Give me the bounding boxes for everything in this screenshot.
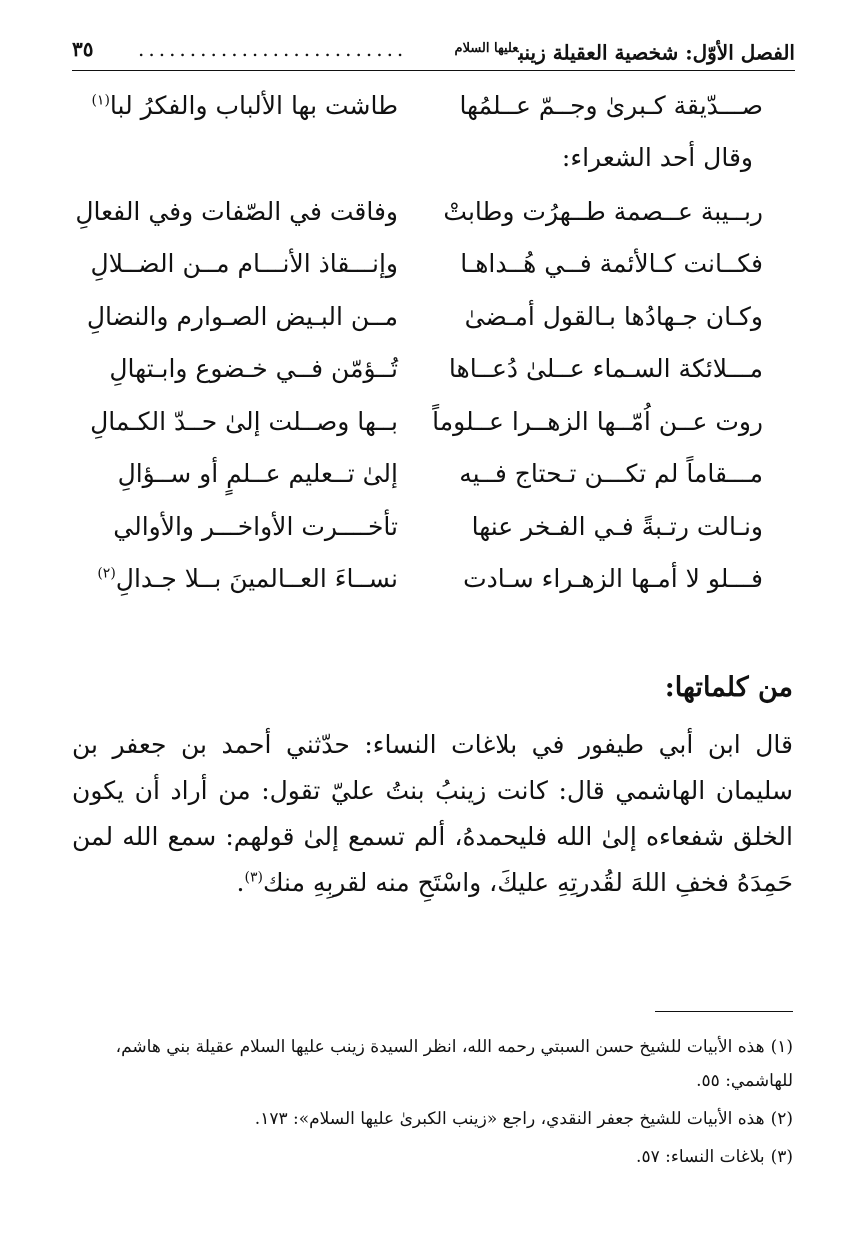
footnote-separator [655, 1011, 793, 1012]
verse-hemistich-left: وفاقت في الصّفات وفي الفعالِ [75, 197, 398, 226]
verse-hemistich-left: تأخــــرت الأواخـــر والأوالي [113, 512, 398, 541]
verse-hemistich-right: فكــانت كـالأئمة فــي هُــداهـا [460, 249, 763, 278]
verse-hemistich-left: مــن البـيض الصـوارم والنضالِ [86, 302, 398, 331]
footnote-item [66, 1102, 793, 1136]
quotation-paragraph [72, 722, 793, 906]
verse-hemistich-right: روت عــن اُمّــها الزهــرا عــلوماً [432, 407, 763, 436]
footnote-item [66, 1030, 793, 1098]
footnote-number: (١) [770, 1037, 793, 1057]
footnotes [66, 1030, 793, 1178]
footnote-item [66, 1140, 793, 1174]
footnote-ref: (٢) [97, 565, 116, 582]
verse-hemistich-right: وكـان جـهادُها بـالقول أمـضىٰ [464, 302, 763, 331]
running-header [72, 34, 795, 64]
footnote-text: هذه الأبيات للشيخ حسن السبتي رحمه الله، انظر السيدة زينب عليها السلام عقيلة بني هاشم، للهاشمي: ٥٥. [115, 1037, 793, 1091]
verse-hemistich-left: بــها وصــلت إلىٰ حــدّ الكـمالِ [90, 407, 398, 436]
verse-hemistich-right: فـــلو لا أمـها الزهـراء سـادت [463, 564, 763, 593]
footnote-text: بلاغات النساء: ٥٧. [636, 1147, 765, 1167]
section-heading: من كلماتها: [664, 672, 793, 703]
header-rule [72, 70, 795, 71]
footnote-ref: (١) [91, 92, 110, 109]
footnote-number: (٢) [770, 1109, 793, 1129]
page-number: ٣٥ [72, 37, 94, 61]
verse-hemistich-right: ونـالت رتـبةً فـي الفـخر عنها [471, 512, 763, 541]
footnote-ref: (٣) [244, 869, 263, 886]
footnote-text: هذه الأبيات للشيخ جعفر النقدي، راجع «زينب الكبرىٰ عليها السلام»: ١٧٣. [254, 1109, 765, 1129]
verse-hemistich-left: إلىٰ تــعليم عــلمٍ أو ســؤالِ [117, 459, 398, 488]
verse-text: طاشت بها الألباب والفكرُ لبا [109, 91, 398, 120]
header-dot-leader: .......................... [138, 37, 408, 61]
honorific-glyph: عليها السلام [454, 41, 519, 56]
verse-hemistich-right: صـــدّيقة كـبرىٰ وجــمّ عــلمُها [459, 91, 763, 120]
paragraph-end-mark: . [236, 868, 245, 897]
verse-hemistich-right: مـــقاماً لم تكـــن تـحتاج فــيه [459, 459, 763, 488]
verse-hemistich-right: مـــلائكة السـماء عــلىٰ دُعــاها [448, 354, 763, 383]
verse-hemistich-left [91, 86, 398, 126]
paragraph-text: قال ابن أبي طيفور في بلاغات النساء: حدّثني أحمد بن جعفر بن سليمان الهاشمي قال: كانت زينبُ بنتُ عليّ تقول: من أراد أن يكون الخلق شفعاءه إلىٰ الله فليحمدهُ، ألم تسمع إلىٰ قولهم: سمع الله لمن حَمِدَهُ فخفِ اللهَ لقُدرتِهِ عليكَ، واسْتَحِ منه لقربِهِ منك [72, 730, 793, 897]
chapter-title-text: الفصل الأوّل: شخصية العقيلة زينب [518, 40, 795, 65]
footnote-number: (٣) [770, 1147, 793, 1167]
verse-hemistich-left: تُــؤمّن فــي خـضوع وابـتهالِ [109, 354, 398, 383]
verse-hemistich-left [97, 559, 398, 599]
verse-text: نســاءَ العــالمينَ بــلا جـدالِ [115, 564, 398, 593]
verse-hemistich-left: وإنـــقاذ الأنـــام مــن الضــلالِ [90, 249, 398, 278]
poem-intro-line: وقال أحد الشعراء: [561, 143, 753, 172]
verse-hemistich-right: ربــيبة عــصمة طــهرُت وطابتْ [443, 197, 763, 226]
